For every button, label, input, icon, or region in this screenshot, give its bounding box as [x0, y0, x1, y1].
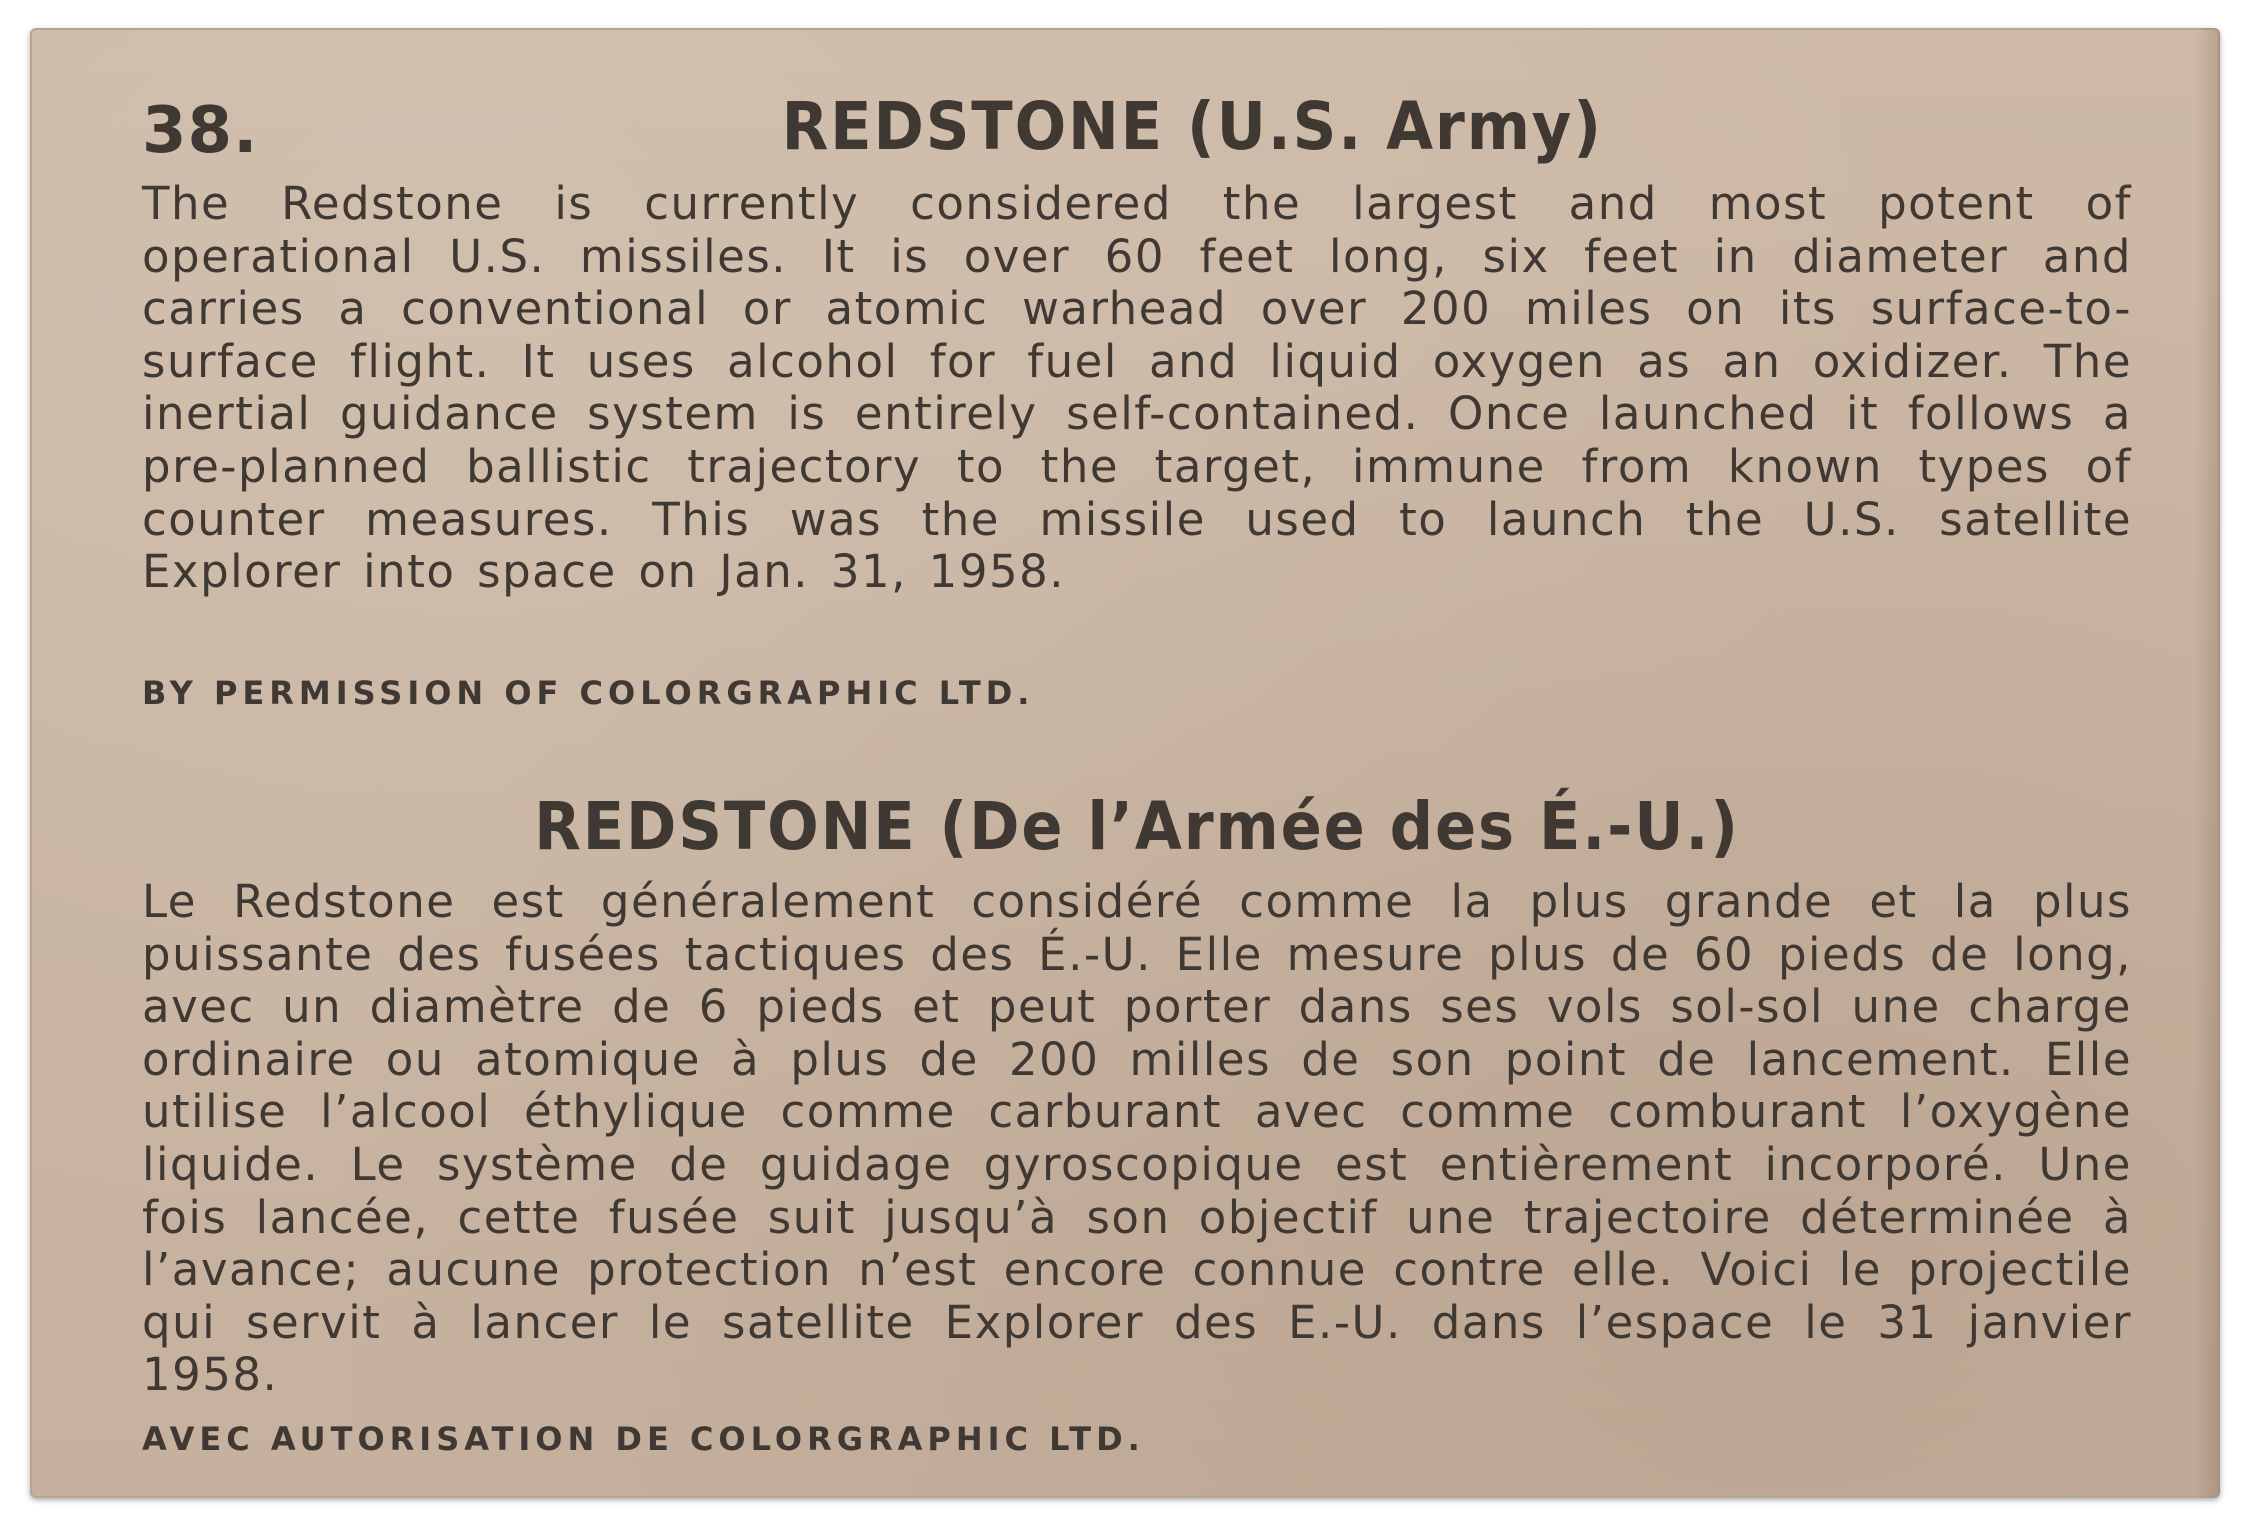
english-header	[142, 88, 2132, 178]
english-description: The Redstone is currently considered the largest and most potent of operational U.S. missiles. It is over 60 feet long, six feet in diameter and carries a conventional or atomic warhead over 200 miles on its surface-to-surface flight. It uses alcohol for fuel and liquid oxygen as an oxidizer. The inertial guidance system is entirely self-contained. Once launched it follows a pre-planned ballistic trajectory to the target, immune from known types of counter measures. This was the missile used to launch the U.S. satellite Explorer into space on Jan. 31, 1958.	[142, 177, 2132, 599]
french-title: REDSTONE (De l’Armée des É.-U.)	[534, 788, 1740, 865]
card-edge-shadow	[2196, 28, 2220, 1498]
trading-card-back	[30, 28, 2220, 1498]
english-title: REDSTONE (U.S. Army)	[781, 88, 1603, 165]
french-header	[142, 788, 2132, 878]
french-description: Le Redstone est généralement considéré comme la plus grande et la plus puissante des fusées tactiques des É.-U. Elle mesure plus de 60 pieds de long, avec un diamètre de 6 pieds et peut porter dans ses vols sol-sol une charge ordinaire ou atomique à plus de 200 milles de son point de lancement. Elle utilise l’alcool éthylique comme carburant avec comme comburant l’oxygène liquide. Le système de guidage gyroscopique est entièrement incorporé. Une fois lancée, cette fusée suit jusqu’à son objectif une trajectoire déterminée à l’avance; aucune protection n’est encore connue contre elle. Voici le projectile qui servit à lancer le satellite Explorer des E.-U. dans l’espace le 31 janvier 1958.	[142, 875, 2132, 1402]
card-number: 38.	[142, 94, 259, 168]
french-credit-line: AVEC AUTORISATION DE COLORGRAPHIC LTD.	[142, 1420, 1145, 1458]
english-credit-line: BY PERMISSION OF COLORGRAPHIC LTD.	[142, 674, 1035, 712]
